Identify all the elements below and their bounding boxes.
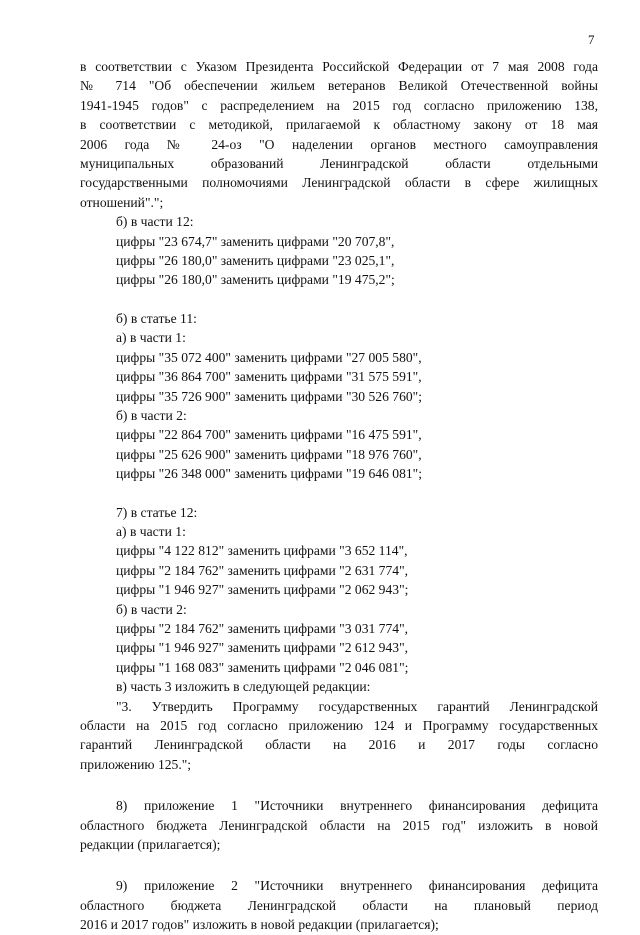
subitem-heading: б) в части 12: bbox=[116, 214, 194, 230]
amendment-line: цифры "26 180,0" заменить цифрами "19 475,2"; bbox=[116, 272, 395, 288]
subitem-heading: а) в части 1: bbox=[116, 330, 186, 346]
item-8-appendix-1 bbox=[80, 796, 598, 854]
spacer bbox=[80, 774, 598, 796]
item-9-appendix-2 bbox=[80, 876, 598, 934]
subitem-heading: б) в части 2: bbox=[116, 407, 187, 423]
text-line: 2006 года № 24-оз "О наделении органов местного самоуправления bbox=[80, 136, 598, 152]
text-line: редакции (прилагается); bbox=[80, 837, 221, 853]
text-line: 2016 и 2017 годов" изложить в новой редакции (прилагается); bbox=[80, 917, 439, 933]
amendment-line: цифры "35 726 900" заменить цифрами "30 526 760"; bbox=[116, 388, 422, 404]
document-body bbox=[80, 57, 598, 935]
text-line: в соответствии с методикой, прилагаемой к областному закону от 18 мая bbox=[80, 117, 598, 133]
quoted-new-wording bbox=[80, 697, 598, 775]
text-line: 8) приложение 1 "Источники внутреннего финансирования дефицита bbox=[116, 798, 598, 814]
text-line: областного бюджета Ленинградской области на 2015 год" изложить в новой bbox=[80, 817, 598, 833]
block-article-11 bbox=[80, 309, 598, 484]
item-heading: б) в статье 11: bbox=[116, 310, 197, 326]
amendment-line: цифры "2 184 762" заменить цифрами "2 631 774", bbox=[116, 562, 409, 578]
text-line: в соответствии с Указом Президента Российской Федерации от 7 мая 2008 года bbox=[80, 59, 598, 74]
text-line: областного бюджета Ленинградской области на плановый период bbox=[80, 897, 598, 913]
amendment-line: цифры "4 122 812" заменить цифрами "3 652 114", bbox=[116, 543, 408, 559]
amendment-line: цифры "2 184 762" заменить цифрами "3 031 774", bbox=[116, 620, 409, 636]
amendment-line: цифры "26 180,0" заменить цифрами "23 025,1", bbox=[116, 253, 395, 269]
amendment-line: цифры "25 626 900" заменить цифрами "18 976 760", bbox=[116, 446, 422, 462]
amendment-line: цифры "35 072 400" заменить цифрами "27 005 580", bbox=[116, 349, 422, 365]
text-line: области на 2015 год согласно приложению 124 и Программу государственных bbox=[80, 718, 598, 733]
amendment-line: цифры "36 864 700" заменить цифрами "31 575 591", bbox=[116, 369, 422, 385]
text-line: государственными полномочиями Ленинградской области в сфере жилищных bbox=[80, 175, 598, 191]
text-line: отношений"."; bbox=[80, 194, 164, 210]
page-number: 7 bbox=[588, 32, 595, 47]
text-line: гарантий Ленинградской области на 2016 и 2017 годы согласно bbox=[80, 737, 598, 753]
amendment-line: цифры "23 674,7" заменить цифрами "20 707,8", bbox=[116, 233, 395, 249]
text-line: № 714 "Об обеспечении жильем ветеранов Великой Отечественной войны bbox=[80, 78, 598, 94]
amendment-line: цифры "1 946 927" заменить цифрами "2 062 943"; bbox=[116, 582, 409, 598]
subitem-heading: а) в части 1: bbox=[116, 523, 186, 539]
item-heading: 7) в статье 12: bbox=[116, 504, 198, 520]
text-line: муниципальных образований Ленинградской области отдельными bbox=[80, 156, 598, 172]
block-part-12 bbox=[80, 212, 598, 290]
text-line: 9) приложение 2 "Источники внутреннего финансирования дефицита bbox=[116, 878, 598, 894]
spacer bbox=[80, 854, 598, 876]
subitem-heading: в) часть 3 изложить в следующей редакции: bbox=[116, 679, 371, 695]
amendment-line: цифры "26 348 000" заменить цифрами "19 646 081"; bbox=[116, 466, 422, 482]
amendment-line: цифры "1 946 927" заменить цифрами "2 612 943", bbox=[116, 640, 409, 656]
text-line: 1941-1945 годов" с распределением на 2015 год согласно приложению 138, bbox=[80, 97, 598, 113]
subitem-heading: б) в части 2: bbox=[116, 601, 187, 617]
spacer bbox=[80, 484, 598, 503]
block-article-12 bbox=[80, 503, 598, 775]
text-line: "3. Утвердить Программу государственных гарантий Ленинградской bbox=[116, 698, 598, 714]
amendment-line: цифры "1 168 083" заменить цифрами "2 046 081"; bbox=[116, 659, 409, 675]
text-line: приложению 125."; bbox=[80, 756, 192, 772]
amendment-line: цифры "22 864 700" заменить цифрами "16 475 591", bbox=[116, 427, 422, 443]
spacer bbox=[80, 290, 598, 309]
paragraph-decree-reference bbox=[80, 57, 598, 212]
